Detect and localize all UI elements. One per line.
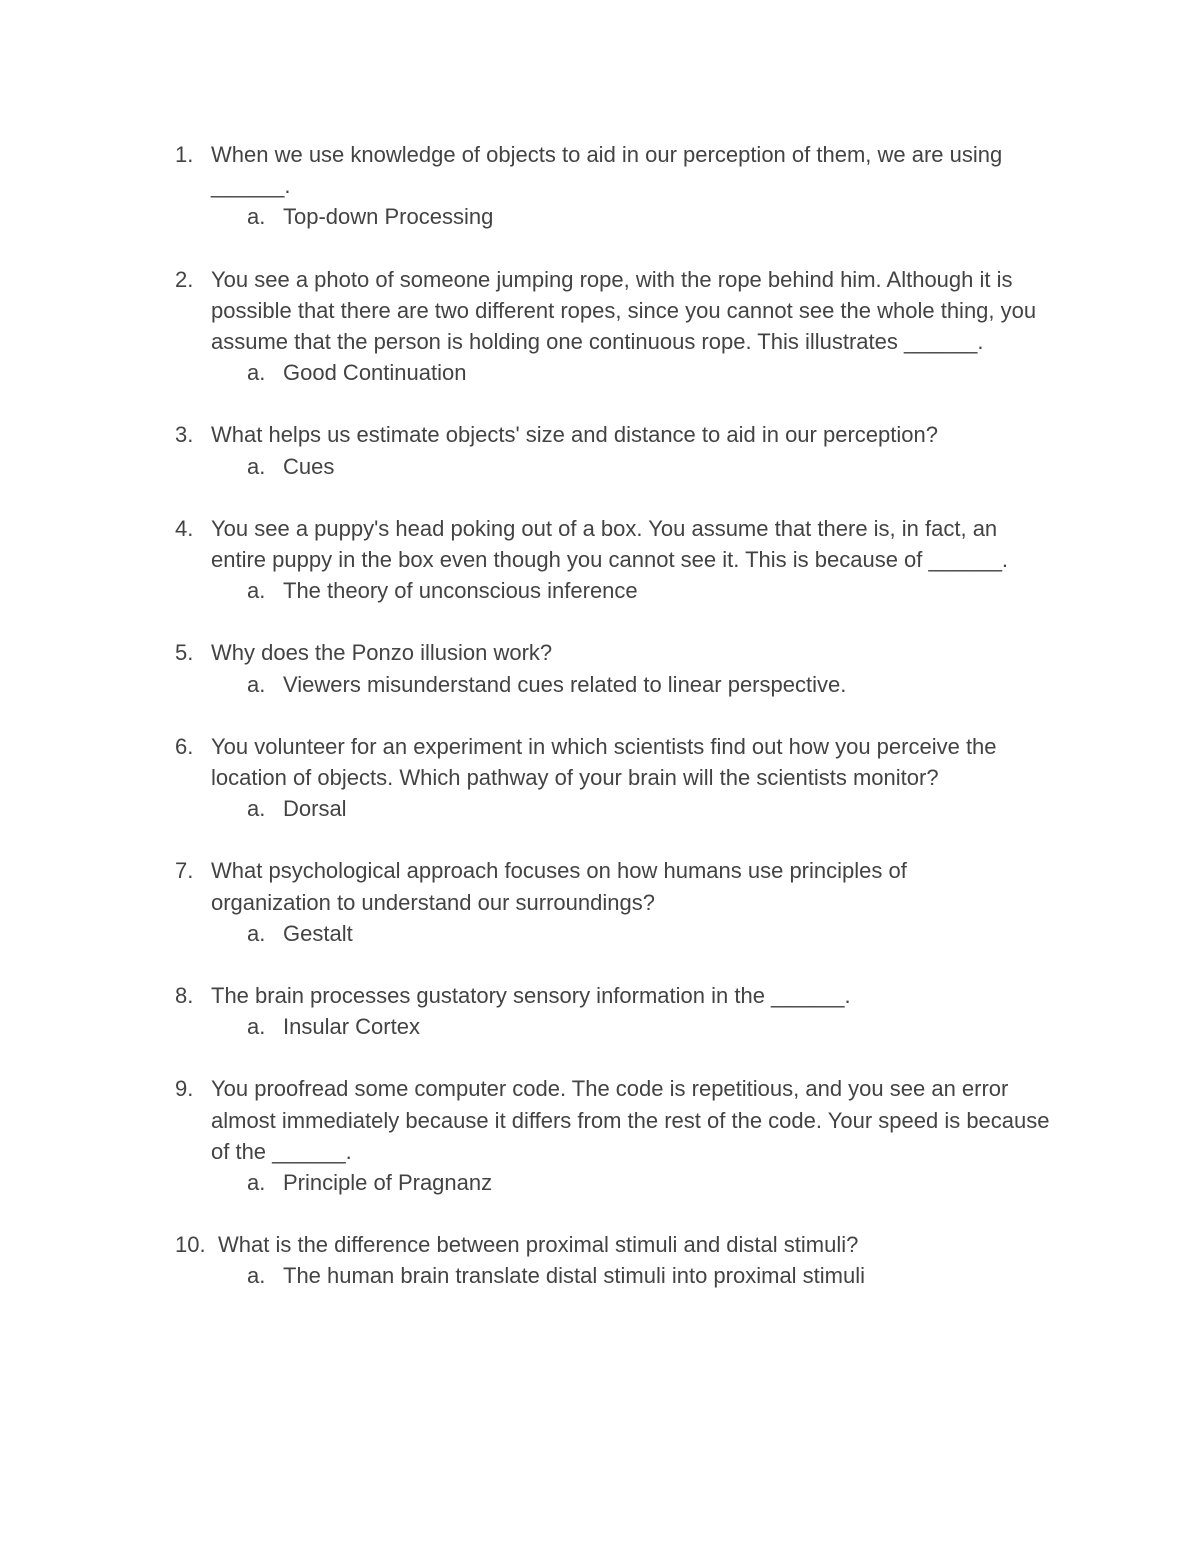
question-item: [0, 513, 1200, 607]
question-text: When we use knowledge of objects to aid in our perception of them, we are using ______.: [211, 142, 1009, 199]
answer-letter: a.: [247, 1169, 266, 1195]
question-item: [0, 637, 1200, 699]
answer-letter: a.: [247, 204, 266, 230]
question-item: [0, 731, 1200, 825]
question-number: 3.: [175, 422, 194, 448]
answer-letter: a.: [247, 360, 266, 386]
answer-item: [0, 669, 1200, 700]
answer-item: [0, 357, 1200, 388]
answer-text: Dorsal: [283, 796, 347, 822]
answer-text: Gestalt: [283, 920, 353, 946]
question-number: 2.: [175, 266, 194, 292]
answer-item: [0, 793, 1200, 824]
question-item: [0, 855, 1200, 949]
question-item: [0, 1229, 1200, 1291]
question-number: 7.: [175, 858, 194, 884]
answer-text: The human brain translate distal stimuli into proximal stimuli: [283, 1263, 866, 1289]
question-number: 4.: [175, 515, 194, 541]
question-text: The brain processes gustatory sensory information in the ______.: [211, 982, 851, 1008]
question-item: [0, 264, 1200, 389]
answer-item: [0, 201, 1200, 232]
question-item: [0, 980, 1200, 1042]
question-text: You see a photo of someone jumping rope, with the rope behind him. Although it is possible that there are two different ropes, since you cannot see the whole thing, you assume that the person is holding one continuous rope. This illustrates ______.: [211, 266, 1043, 354]
question-text: You proofread some computer code. The code is repetitious, and you see an error almost immediately because it differs from the rest of the code. Your speed is because of the ______.: [211, 1076, 1056, 1164]
answer-text: The theory of unconscious inference: [283, 578, 638, 604]
question-item: [0, 139, 1200, 233]
answer-text: Principle of Pragnanz: [283, 1169, 493, 1195]
answer-item: [0, 451, 1200, 482]
answer-letter: a.: [247, 1263, 266, 1289]
question-text: What helps us estimate objects' size and distance to aid in our perception?: [211, 422, 938, 448]
answer-letter: a.: [247, 1014, 266, 1040]
question-number: 6.: [175, 733, 194, 759]
question-item: [0, 1073, 1200, 1198]
answer-text: Viewers misunderstand cues related to linear perspective.: [283, 671, 847, 697]
question-list: [0, 139, 1200, 1323]
question-number: 8.: [175, 982, 194, 1008]
answer-item: [0, 1011, 1200, 1042]
question-text: What is the difference between proximal stimuli and distal stimuli?: [218, 1232, 859, 1258]
question-number: 9.: [175, 1076, 194, 1102]
answer-text: Cues: [283, 453, 335, 479]
answer-text: Insular Cortex: [283, 1014, 420, 1040]
question-text: What psychological approach focuses on how humans use principles of organization to understand our surroundings?: [211, 858, 913, 915]
answer-letter: a.: [247, 920, 266, 946]
answer-item: [0, 575, 1200, 606]
question-number: 5.: [175, 640, 194, 666]
answer-text: Top-down Processing: [283, 204, 494, 230]
answer-item: [0, 1260, 1200, 1291]
question-text: Why does the Ponzo illusion work?: [211, 640, 553, 666]
question-number: 10.: [175, 1232, 206, 1258]
answer-text: Good Continuation: [283, 360, 467, 386]
answer-letter: a.: [247, 578, 266, 604]
question-text: You see a puppy's head poking out of a box. You assume that there is, in fact, an entire puppy in the box even though you cannot see it. This is because of ______.: [211, 515, 1009, 572]
answer-letter: a.: [247, 671, 266, 697]
answer-item: [0, 918, 1200, 949]
answer-item: [0, 1167, 1200, 1198]
answer-letter: a.: [247, 796, 266, 822]
question-item: [0, 419, 1200, 481]
question-number: 1.: [175, 142, 194, 167]
answer-letter: a.: [247, 453, 266, 479]
question-text: You volunteer for an experiment in which scientists find out how you perceive the location of objects. Which pathway of your brain will the scientists monitor?: [211, 733, 1003, 790]
